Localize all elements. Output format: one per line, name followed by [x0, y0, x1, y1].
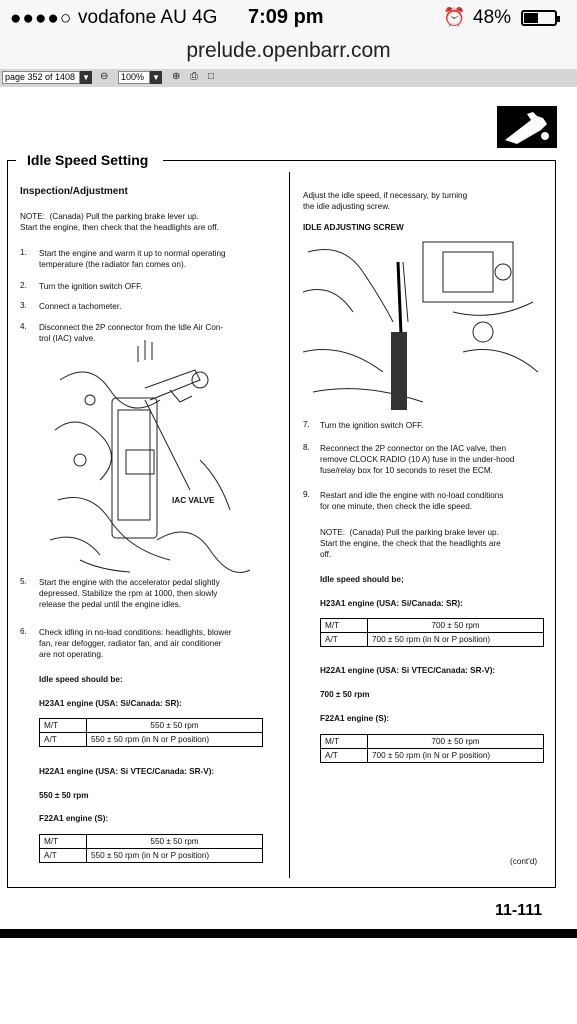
table-cell: 700 ± 50 rpm (in N or P position): [368, 749, 544, 763]
fit-page-icon[interactable]: □: [208, 71, 215, 82]
h22-heading: H22A1 engine (USA: Si VTEC/Canada: SR-V):: [320, 666, 496, 675]
idle-screw-label: IDLE ADJUSTING SCREW: [303, 223, 404, 232]
step-text: Turn the ignition switch OFF.: [320, 421, 424, 430]
table-row: [321, 735, 544, 749]
table-row: [40, 835, 263, 849]
address-bar[interactable]: [0, 36, 577, 69]
status-bar: [0, 0, 577, 36]
table-cell: 700 ± 50 rpm: [368, 619, 544, 633]
table-cell: 550 ± 50 rpm (in N or P position): [87, 733, 263, 747]
f22-spec-table: [320, 734, 544, 763]
f22-spec-table: [39, 834, 263, 863]
iac-valve-label: IAC VALVE: [172, 496, 215, 505]
step-number: 5.: [20, 577, 27, 586]
idle-speed-heading: Idle speed should be;: [320, 575, 404, 584]
table-cell: M/T: [321, 619, 368, 633]
table-cell: 550 ± 50 rpm: [87, 719, 263, 733]
table-row: [321, 619, 544, 633]
idle-screw-illustration: [303, 232, 543, 410]
fuel-nozzle-icon: [497, 106, 557, 148]
step-number: 8.: [303, 443, 310, 452]
table-row: [321, 633, 544, 647]
f22-heading: F22A1 engine (S):: [320, 714, 390, 723]
column-divider: [289, 172, 290, 878]
url-text: prelude.openbarr.com: [186, 39, 391, 62]
step-number: 2.: [20, 281, 27, 290]
table-cell: M/T: [40, 835, 87, 849]
h23-heading: H23A1 engine (USA: Si/Canada: SR):: [320, 599, 463, 608]
table-cell: 550 ± 50 rpm (in N or P position): [87, 849, 263, 863]
table-cell: M/T: [40, 719, 87, 733]
table-row: [40, 733, 263, 747]
carrier-label: vodafone AU 4G: [78, 7, 218, 28]
step-text: Start the engine and warm it up to normal operating temperature (the radiator fan comes on).: [39, 249, 226, 269]
h23-heading: H23A1 engine (USA: Si/Canada: SR):: [39, 699, 182, 708]
zoom-in-icon[interactable]: ⊕: [172, 71, 181, 82]
table-row: [321, 749, 544, 763]
page-dropdown-icon[interactable]: ▼: [80, 71, 92, 84]
table-row: [40, 719, 263, 733]
table-cell: 700 ± 50 rpm (in N or P position): [368, 633, 544, 647]
table-cell: A/T: [321, 633, 368, 647]
battery-percent: 48%: [473, 7, 512, 28]
signal-strength: ●●●●○: [10, 8, 73, 29]
note-2: NOTE: (Canada) Pull the parking brake lever up. Start the engine, the check that the headlights are off.: [320, 528, 501, 559]
step-text: Disconnect the 2P connector from the Idle Air Con- trol (IAC) valve.: [39, 323, 224, 343]
step-text: Restart and idle the engine with no-load conditions for one minute, then check the idle speed.: [320, 491, 504, 511]
print-icon[interactable]: ⎙: [190, 71, 198, 82]
table-cell: A/T: [40, 733, 87, 747]
step-text: Start the engine with the accelerator pedal slightly depressed. Stabilize the rpm at 1000, then slowly release the pedal until the engine idles.: [39, 578, 220, 609]
battery-icon: [521, 10, 557, 26]
step-text: Reconnect the 2P connector on the IAC valve, then remove CLOCK RADIO (10 A) fuse in the under-hood fuse/relay box for 10 seconds to reset the ECM.: [320, 444, 515, 475]
page-field[interactable]: page 352 of 1408: [2, 71, 80, 84]
step-number: 1.: [20, 248, 27, 257]
zoom-out-icon[interactable]: ⊖: [100, 71, 109, 82]
zoom-field[interactable]: 100%: [118, 71, 150, 84]
f22-heading: F22A1 engine (S):: [39, 814, 109, 823]
step-number: 3.: [20, 301, 27, 310]
page-bottom-bar: [0, 929, 577, 938]
table-cell: A/T: [40, 849, 87, 863]
h23-spec-table: [39, 718, 263, 747]
step-text: Connect a tachometer.: [39, 302, 122, 311]
table-cell: 700 ± 50 rpm: [368, 735, 544, 749]
h22-heading: H22A1 engine (USA: Si VTEC/Canada: SR-V):: [39, 767, 215, 776]
step-text: Check idling in no-load conditions: headlights, blower fan, rear defogger, radiator fan, and air conditioner are not operating.: [39, 628, 232, 659]
page-number: 11-111: [495, 902, 543, 919]
continued-label: (cont'd): [510, 857, 538, 866]
note-1: NOTE: (Canada) Pull the parking brake lever up. Start the engine, then check that the headlights are off.: [20, 212, 219, 232]
h22-value: 550 ± 50 rpm: [39, 791, 89, 800]
section-title: Idle Speed Setting: [27, 152, 149, 168]
clock: 7:09 pm: [248, 6, 324, 28]
idle-speed-heading: Idle speed should be:: [39, 675, 123, 684]
zoom-dropdown-icon[interactable]: ▼: [150, 71, 162, 84]
alarm-clock-icon: ⏰: [443, 7, 466, 27]
h23-spec-table: [320, 618, 544, 647]
table-cell: A/T: [321, 749, 368, 763]
step-number: 4.: [20, 322, 27, 331]
table-row: [40, 849, 263, 863]
h22-value: 700 ± 50 rpm: [320, 690, 370, 699]
step-text: Turn the ignition switch OFF.: [39, 282, 143, 291]
step-number: 7.: [303, 420, 310, 429]
table-cell: M/T: [321, 735, 368, 749]
iac-valve-illustration: [50, 340, 262, 576]
pdf-toolbar: [0, 69, 577, 88]
table-cell: 550 ± 50 rpm: [87, 835, 263, 849]
subheading: Inspection/Adjustment: [20, 186, 128, 197]
adjust-instruction: Adjust the idle speed, if necessary, by turning the idle adjusting screw.: [303, 191, 468, 211]
step-number: 9.: [303, 490, 310, 499]
step-number: 6.: [20, 627, 27, 636]
